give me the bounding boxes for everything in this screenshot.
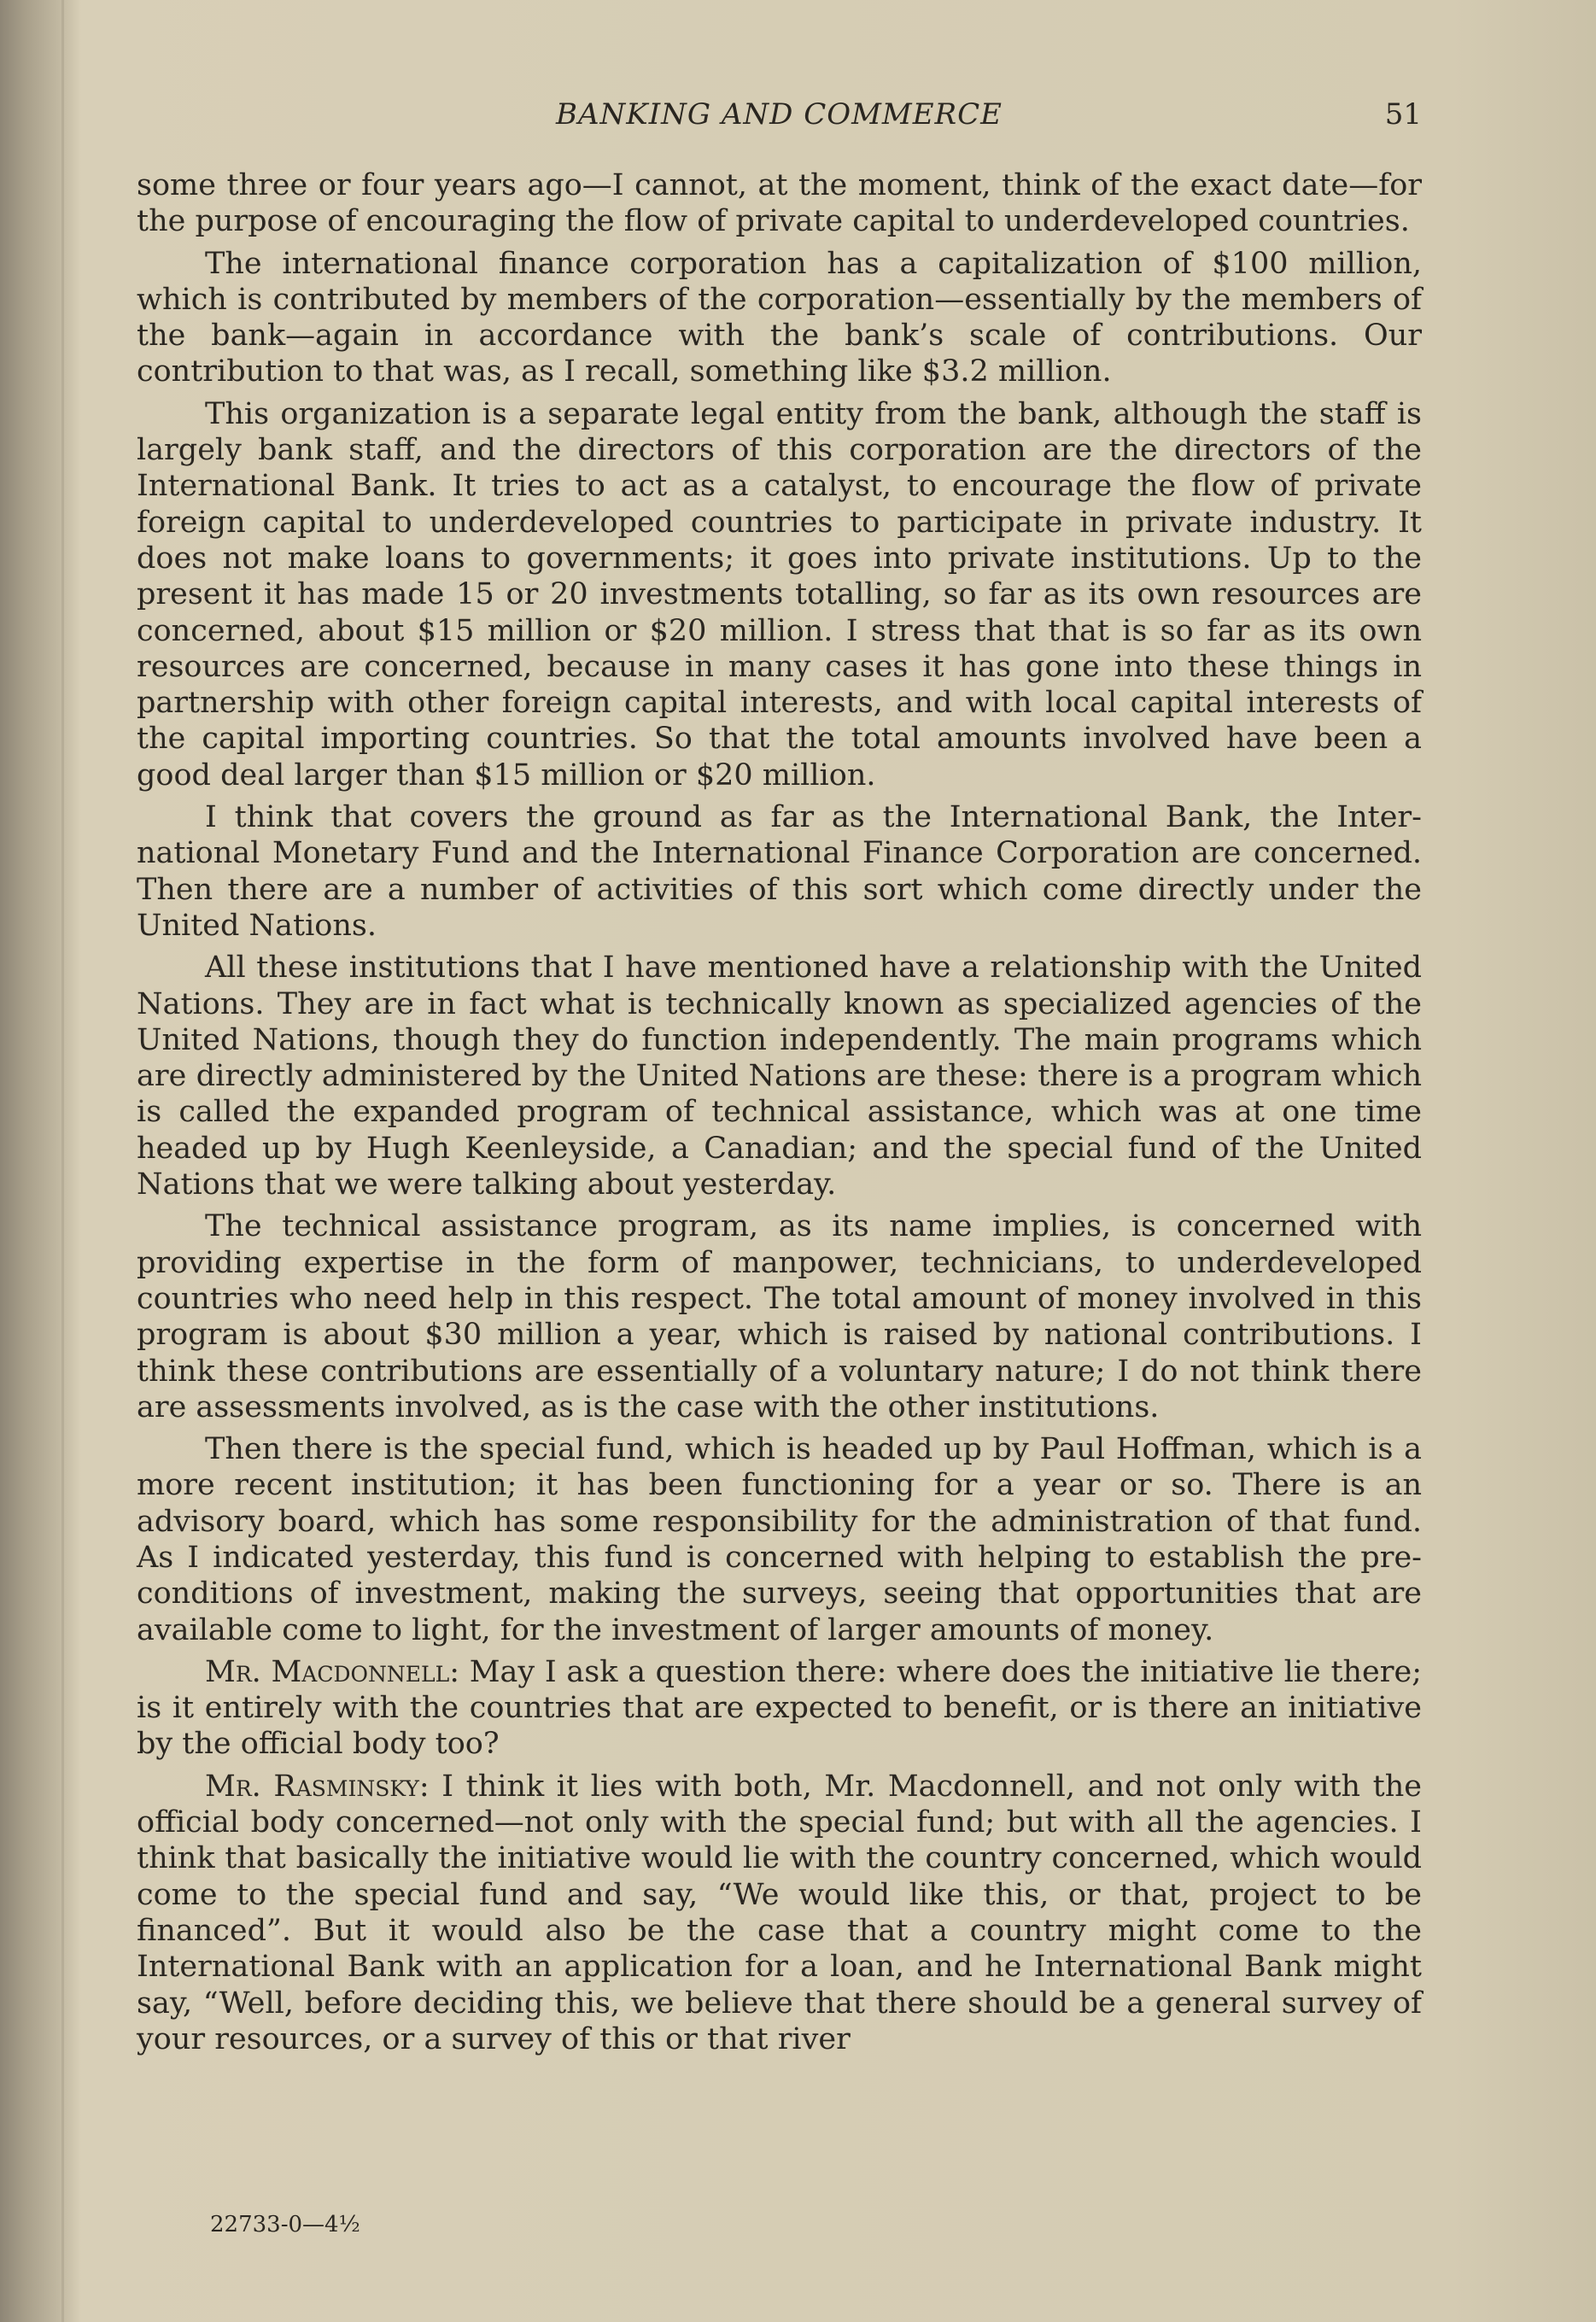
- paragraph-2: The international finance corporation has a capitalization of $100 million, which is contributed by members of the corporation—essentially by the members of the bank—again in accordance with the bank’s scale of contributions. Our contribution to that was, as I recall, something like $3.2 million.: [137, 246, 1422, 389]
- paragraph-5: All these institutions that I have mentioned have a relationship with the United Nations. They are in fact what is technically known as specialized agencies of the United Nations, though they do function independently. The main programs which are directly administered by the United Nations are these: there is a program which is called the expanded program of technical assistance, which was at one time headed up by Hugh Keenleyside, a Canadian; and the special fund of the United Nations that we were talking about yesterday.: [137, 950, 1422, 1202]
- speaker-name: Mr. Rasminsky:: [205, 1769, 430, 1804]
- paragraph-1: some three or four years ago—I cannot, at the moment, think of the exact date—for the purpose of encouraging the flow of private capital to underdeveloped countries.: [137, 168, 1422, 239]
- body-text: [137, 167, 1422, 2063]
- paragraph-4: I think that covers the ground as far as the International Bank, the International Monetary Fund and the International Finance Corporation are concerned. Then there are a number of activities of this sort which come directly under the United Nations.: [137, 800, 1422, 943]
- speaker-name: Mr. Macdonnell:: [205, 1654, 460, 1689]
- page-header: [137, 92, 1422, 135]
- dialogue-macdonnell: [137, 1654, 1422, 1763]
- dialogue-rasminsky: [137, 1769, 1422, 2057]
- binding-gutter: [0, 0, 81, 2322]
- dialogue-text: May I ask a question there: where does the initiative lie there; is it entirely with the countries that are expected to benefit, or is there an initiative by the official body too?: [137, 1654, 1423, 1762]
- paragraph-6: The technical assistance program, as its name implies, is concerned with providing expertise in the form of manpower, technicians, to underdeveloped countries who need help in this respect. The total amount of money involved in this program is about $30 million a year, which is raised by national contributions. I think these contributions are essentially of a voluntary nature; I do not think there are assessments involved, as is the case with the other institutions.: [137, 1209, 1422, 1424]
- paragraph-3: This organization is a separate legal entity from the bank, although the staff is largely bank staff, and the directors of this corporation are the directors of the International Bank. It tries to act as a catalyst, to encourage the flow of private foreign capital to underdeveloped countries to participate in private industry. It does not make loans to governments; it goes into private institutions. Up to the present it has made 15 or 20 investments totalling, so far as its own resources are concerned, about $15 million or $20 million. I stress that that is so far as its own resources are concerned, because in many cases it has gone into these things in partnership with other foreign capital interests, and with local capital interests of the capital importing countries. So that the total amounts involved have been a good deal larger than $15 million or $20 million.: [137, 396, 1422, 793]
- binding-edge: [61, 0, 64, 2322]
- dialogue-text: I think it lies with both, Mr. Macdonnell, and not only with the official body concerned—not only with the special fund; but with all the agencies. I think that basically the initiative would lie with the country concerned, which would come to the special fund and say, “We would like this, or that, project to be financed”. But it would also be the case that a country might come to the International Bank with an application for a loan, and he International Bank might say, “Well, before deciding this, we believe that there should be a general survey of your resources, or a survey of this or that river: [137, 1769, 1422, 2056]
- signature-mark: 22733-0—4½: [210, 2212, 360, 2237]
- paragraph-7: Then there is the special fund, which is headed up by Paul Hoffman, which is a more recent institution; it has been functioning for a year or so. There is an advisory board, which has some responsibility for the administration of that fund. As I indicated yesterday, this fund is concerned with helping to establish the pre-conditions of investment, making the surveys, seeing that opportunities that are available come to light, for the investment of larger amounts of money.: [137, 1432, 1422, 1647]
- running-head: BANKING AND COMMERCE: [556, 97, 1003, 132]
- page-number: 51: [1384, 97, 1422, 132]
